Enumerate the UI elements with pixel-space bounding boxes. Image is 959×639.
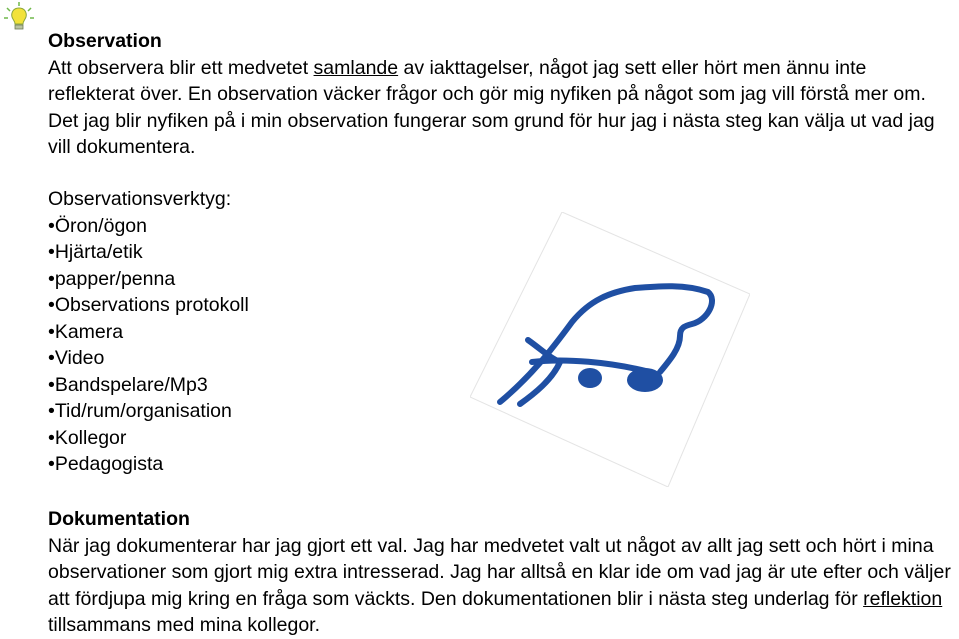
tool-item: • papper/penna xyxy=(48,266,468,293)
drawing-paper xyxy=(470,212,750,487)
observation-heading: Observation xyxy=(48,30,162,52)
tool-item: • Tid/rum/organisation xyxy=(48,398,468,425)
reflektion-underlined: reflektion xyxy=(863,587,943,610)
tool-item: • Bandspelare/Mp3 xyxy=(48,372,468,399)
documentation-text-end: tillsammans med mina kollegor. xyxy=(48,614,321,636)
tool-item: • Observations protokoll xyxy=(48,292,468,319)
light-bulb-logo-icon xyxy=(2,0,36,34)
tools-section xyxy=(48,186,468,478)
observation-text-start: Att observera blir ett medvetet xyxy=(48,56,314,79)
tool-item: • Video xyxy=(48,345,468,372)
samlande-underlined: samlande xyxy=(313,56,399,79)
documentation-heading: Dokumentation xyxy=(48,508,190,530)
tool-item: • Öron/ögon xyxy=(48,213,468,240)
tool-item: • Kamera xyxy=(48,319,468,346)
tools-heading: Observationsverktyg: xyxy=(48,188,232,210)
observation-text-end: av iakttagelser, något jag sett eller hört men ännu inte reflekterat över. En observation väcker frågor och gör mig nyfiken på något som jag vill förstå mer om. Det jag blir nyfiken på i min observation fungerar som grund för hur jag i nästa steg kan välja ut vad jag vill dokumentera. xyxy=(48,56,935,158)
tool-item: • Pedagogista xyxy=(48,451,468,478)
drawing-wheel-left xyxy=(578,368,602,388)
observation-section xyxy=(48,28,953,161)
child-drawing-image xyxy=(470,212,750,487)
documentation-section xyxy=(48,506,953,639)
documentation-paragraph xyxy=(48,533,953,639)
documentation-text-start: När jag dokumenterar har jag gjort ett val. Jag har medvetet valt ut något av allt jag sett och hört i mina observationer som gjort mig extra intresserad. Jag har alltså en klar ide om vad jag är ute efter och väljer att fördjupa mig kring en fråga som väckts. Den dokumentationen blir i nästa steg underlag för xyxy=(48,534,951,610)
observation-paragraph xyxy=(48,55,953,161)
drawing-wheel-right xyxy=(627,368,663,392)
tool-item: • Kollegor xyxy=(48,425,468,452)
tool-item: • Hjärta/etik xyxy=(48,239,468,266)
